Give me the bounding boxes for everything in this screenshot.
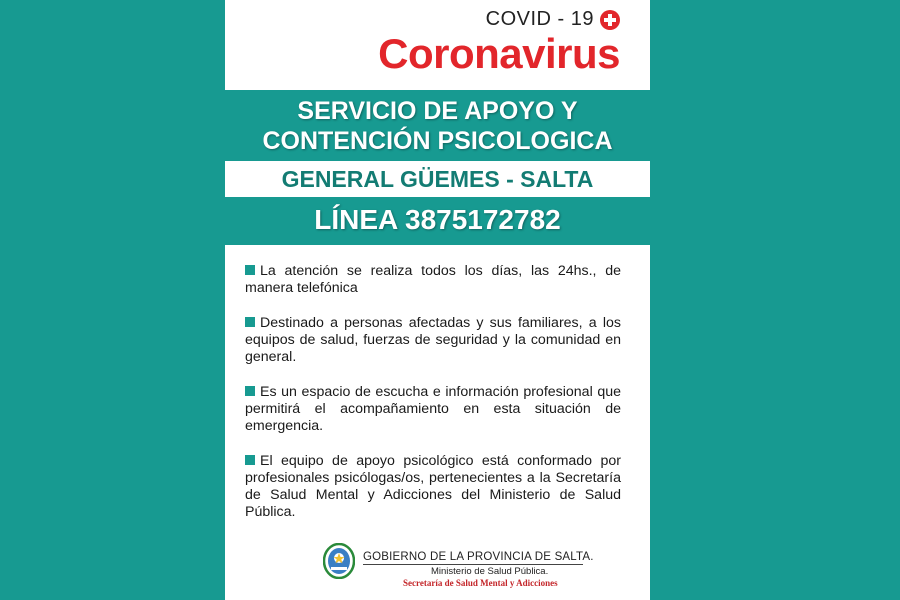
salta-seal-icon <box>323 543 355 579</box>
bullet-text: El equipo de apoyo psicológico está conformado por profesionales psicólogas/os, pertenecientes a la Secretaría de Salud Mental y Adicciones del Ministerio de Salud Pública. <box>245 453 621 520</box>
phone-line <box>225 200 650 240</box>
poster <box>225 0 650 600</box>
red-cross-icon <box>600 10 620 30</box>
covid-label-row <box>486 8 620 31</box>
bullet-list <box>245 263 621 539</box>
bullet-square-icon <box>245 317 255 327</box>
bullet-item <box>245 263 621 297</box>
government-name: GOBIERNO DE LA PROVINCIA DE SALTA. <box>363 551 594 563</box>
phone-number: 3875172782 <box>405 204 561 235</box>
bullet-item <box>245 384 621 435</box>
bullet-text: Es un espacio de escucha e información profesional que permitirá el acompañamiento en esta situación de emergencia. <box>245 384 621 434</box>
footer-logo <box>323 543 643 593</box>
secretaria-name: Secretaría de Salud Mental y Adicciones <box>403 578 558 588</box>
service-title-line-1: SERVICIO DE APOYO Y <box>297 97 578 125</box>
service-title <box>225 96 650 156</box>
coronavirus-heading: Coronavirus <box>378 30 620 77</box>
covid-label: COVID - 19 <box>485 8 594 30</box>
header-box <box>225 0 650 90</box>
bullet-square-icon <box>245 265 255 275</box>
info-box <box>225 245 650 600</box>
bullet-square-icon <box>245 386 255 396</box>
bullet-square-icon <box>245 455 255 465</box>
location-band: GENERAL GÜEMES - SALTA <box>225 161 650 197</box>
phone-label: LÍNEA <box>314 204 398 235</box>
bullet-item <box>245 315 621 366</box>
bullet-item <box>245 453 621 521</box>
bullet-text: Destinado a personas afectadas y sus familiares, a los equipos de salud, fuerzas de seguridad y la comunidad en general. <box>245 315 621 365</box>
service-title-line-2: CONTENCIÓN PSICOLOGICA <box>262 127 613 155</box>
footer-divider <box>363 564 583 565</box>
bullet-text: La atención se realiza todos los días, las 24hs., de manera telefónica <box>245 263 621 296</box>
ministry-name: Ministerio de Salud Pública. <box>431 566 549 577</box>
